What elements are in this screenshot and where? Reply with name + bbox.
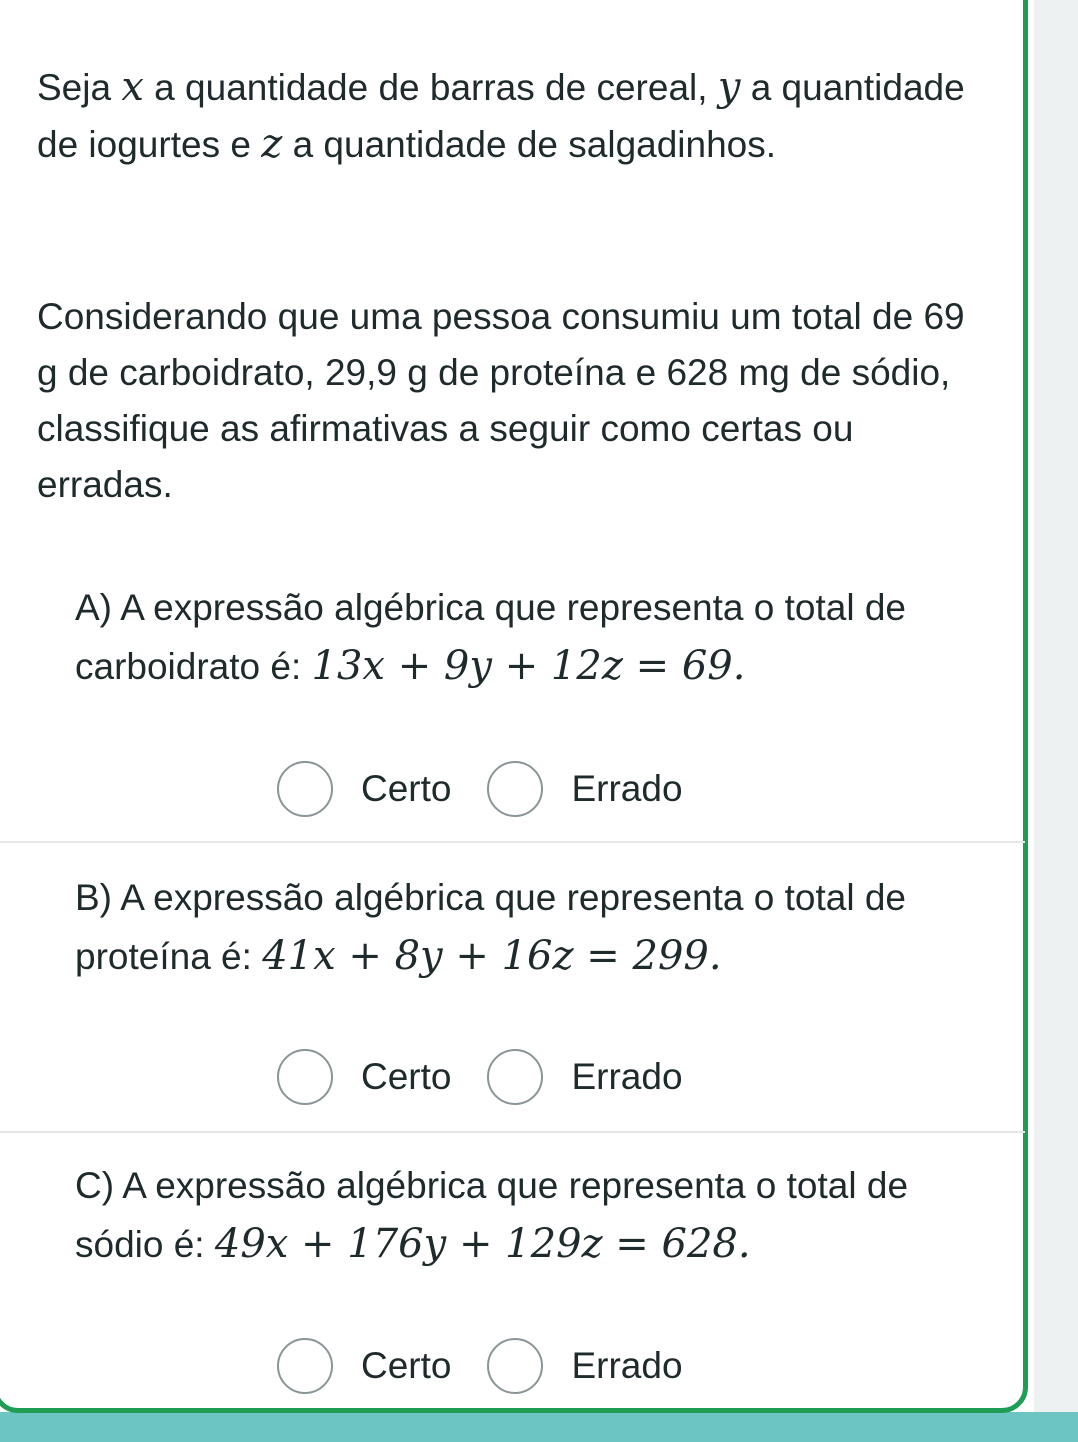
radio-a-certo[interactable] [277, 761, 333, 817]
option-c-certo[interactable] [277, 1338, 451, 1394]
equation-b: 41x + 8y + 16z = 299. [262, 933, 722, 979]
options-a [277, 757, 683, 821]
radio-a-errado[interactable] [487, 761, 543, 817]
option-a-certo[interactable] [277, 761, 451, 817]
statement-b: B) A expressão algébrica que representa o total de proteína é: 41x + 8y + 16z = 299. [75, 877, 906, 979]
equation-c: 49x + 176y + 129z = 628. [214, 1221, 751, 1267]
option-label: Certo [361, 1056, 452, 1097]
option-b-certo[interactable] [277, 1049, 451, 1105]
intro-paragraph-totals: Considerando que uma pessoa consumiu um total de 69 g de carboidrato, 29,9 g de proteína e 628 mg de sódio, classifique as afirmativas a seguir como certas ou erradas. [37, 296, 965, 505]
intro-paragraph-variables: Seja x a quantidade de barras de cereal, y a quantidade de iogurtes e z a quantidade de salgadinhos. [37, 64, 965, 167]
options-c [277, 1334, 683, 1398]
divider [0, 1131, 1025, 1133]
option-label: Certo [361, 1345, 452, 1386]
statement-a: A) A expressão algébrica que representa o total de carboidrato é: 13x + 9y + 12z = 69. [75, 587, 906, 689]
option-a-errado[interactable] [487, 761, 682, 817]
radio-b-certo[interactable] [277, 1049, 333, 1105]
option-b-errado[interactable] [487, 1049, 682, 1105]
radio-b-errado[interactable] [487, 1049, 543, 1105]
option-label: Errado [571, 768, 683, 809]
bottom-strip [0, 1412, 1078, 1442]
radio-c-errado[interactable] [487, 1338, 543, 1394]
option-c-errado[interactable] [487, 1338, 682, 1394]
equation-a: 13x + 9y + 12z = 69. [311, 643, 746, 689]
statement-c: C) A expressão algébrica que representa o total de sódio é: 49x + 176y + 129z = 628. [75, 1165, 909, 1267]
radio-c-certo[interactable] [277, 1338, 333, 1394]
option-label: Errado [571, 1345, 683, 1386]
divider [0, 841, 1025, 843]
options-b [277, 1045, 683, 1109]
option-label: Certo [361, 768, 452, 809]
right-gutter [1034, 0, 1078, 1442]
option-label: Errado [571, 1056, 683, 1097]
